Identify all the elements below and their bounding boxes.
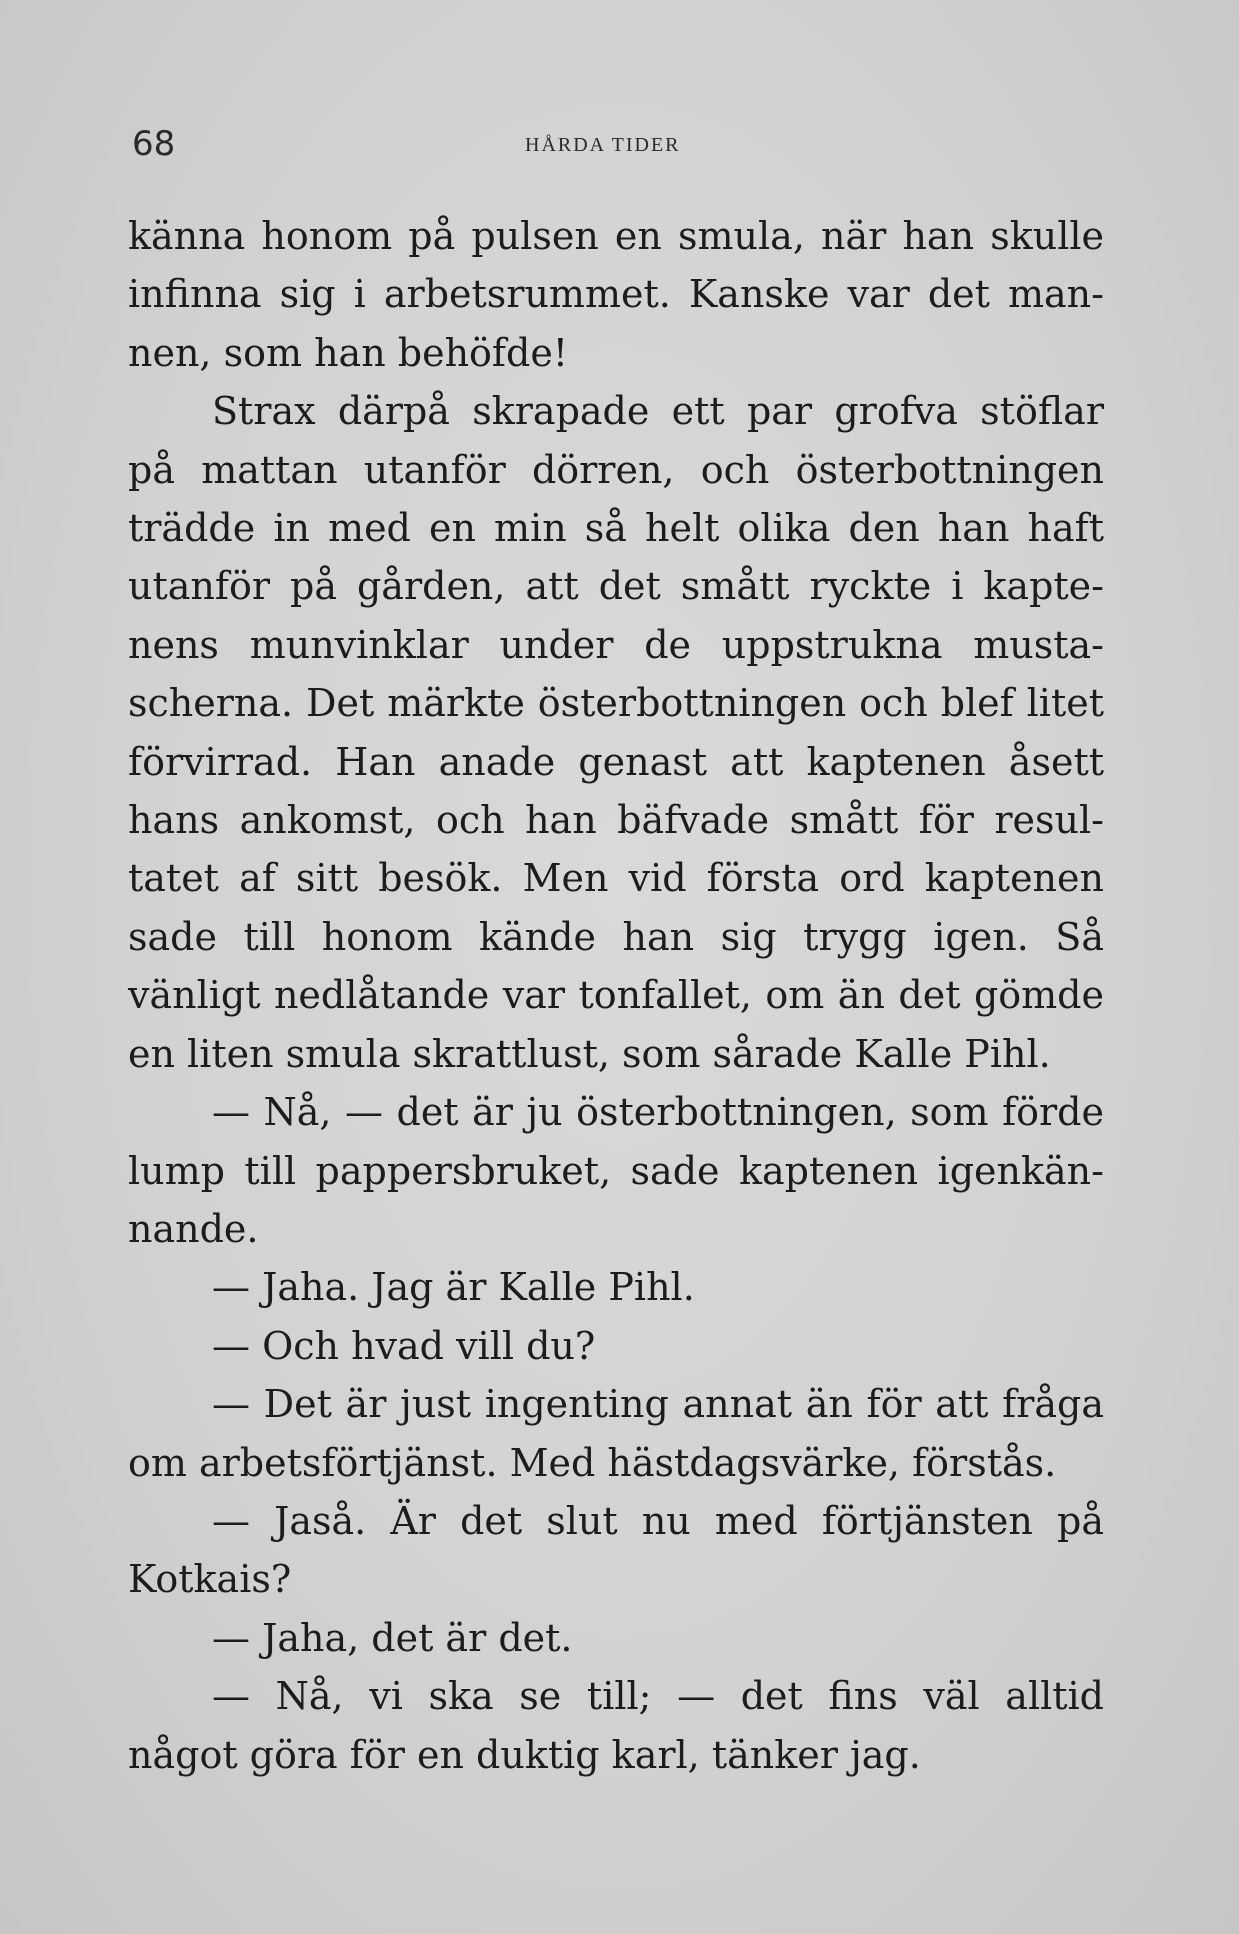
page-header (132, 124, 1102, 164)
text-line-content: nande. (128, 1206, 259, 1251)
text-line (128, 557, 1104, 615)
text-line (128, 207, 1104, 265)
page-number: 68 (132, 124, 176, 164)
text-line-content: — Jaså. Är det slut nu med förtjänsten på (212, 1498, 1104, 1543)
text-line-content: något göra för en duktig karl, tänker jag. (128, 1732, 921, 1777)
text-line-content: Kotkais? (128, 1557, 292, 1602)
text-line (128, 1025, 1104, 1083)
text-line (128, 1726, 1104, 1784)
text-line (128, 499, 1104, 557)
text-line-content: — Nå, — det är ju österbottningen, som förde (212, 1090, 1104, 1135)
body-text (128, 207, 1104, 1784)
text-line (128, 733, 1104, 791)
text-line-content: tatet af sitt besök. Men vid första ord kaptenen (128, 856, 1104, 901)
text-line (128, 1317, 1104, 1375)
text-line-content: — Jaha, det är det. (212, 1615, 573, 1660)
text-line-content: sade till honom kände han sig trygg igen. Så (128, 914, 1104, 959)
text-line-content: — Nå, vi ska se till; — det fins väl alltid (212, 1674, 1104, 1719)
text-line-content: om arbetsförtjänst. Med hästdagsvärke, förstås. (128, 1440, 1057, 1485)
text-line (128, 674, 1104, 732)
text-line-content: vänligt nedlåtande var tonfallet, om än det gömde (128, 973, 1104, 1018)
text-line-content: nen, som han behöfde! (128, 330, 569, 375)
text-line (128, 1492, 1104, 1550)
text-line (128, 1375, 1104, 1433)
text-line-content: — Det är just ingenting annat än för att fråga (212, 1382, 1104, 1427)
text-line-content: Strax därpå skrapade ett par grofva stöflar (212, 389, 1104, 434)
text-line-content: en liten smula skrattlust, som sårade Kalle Pihl. (128, 1031, 1051, 1076)
text-line (128, 1258, 1104, 1316)
text-line (128, 1550, 1104, 1608)
text-line (128, 441, 1104, 499)
text-line (128, 908, 1104, 966)
text-line (128, 382, 1104, 440)
text-line-content: scherna. Det märkte österbottningen och blef litet (128, 681, 1104, 726)
text-line (128, 324, 1104, 382)
text-line (128, 849, 1104, 907)
text-line-content: infinna sig i arbetsrummet. Kanske var det man- (128, 272, 1104, 317)
text-line-content: lump till pappersbruket, sade kaptenen igenkän- (128, 1148, 1104, 1193)
text-line-content: nens munvinklar under de uppstrukna musta- (128, 622, 1104, 667)
text-line (128, 616, 1104, 674)
text-line-content: utanför på gården, att det smått ryckte i kapte- (128, 564, 1104, 609)
text-line-content: förvirrad. Han anade genast att kaptenen åsett (128, 739, 1104, 784)
text-line (128, 1434, 1104, 1492)
text-line (128, 1667, 1104, 1725)
text-line-content: hans ankomst, och han bäfvade smått för resul- (128, 798, 1104, 843)
text-line (128, 1083, 1104, 1141)
text-line-content: trädde in med en min så helt olika den han haft (128, 506, 1104, 551)
text-line (128, 1142, 1104, 1200)
text-line-content: på mattan utanför dörren, och österbottningen (128, 447, 1104, 492)
text-line (128, 1609, 1104, 1667)
running-head: HÅRDA TIDER (525, 134, 681, 156)
text-line (128, 791, 1104, 849)
text-line (128, 265, 1104, 323)
text-line (128, 966, 1104, 1024)
text-line (128, 1200, 1104, 1258)
text-line-content: — Och hvad vill du? (212, 1323, 596, 1368)
text-line-content: — Jaha. Jag är Kalle Pihl. (212, 1265, 695, 1310)
text-line-content: känna honom på pulsen en smula, när han skulle (128, 214, 1104, 258)
